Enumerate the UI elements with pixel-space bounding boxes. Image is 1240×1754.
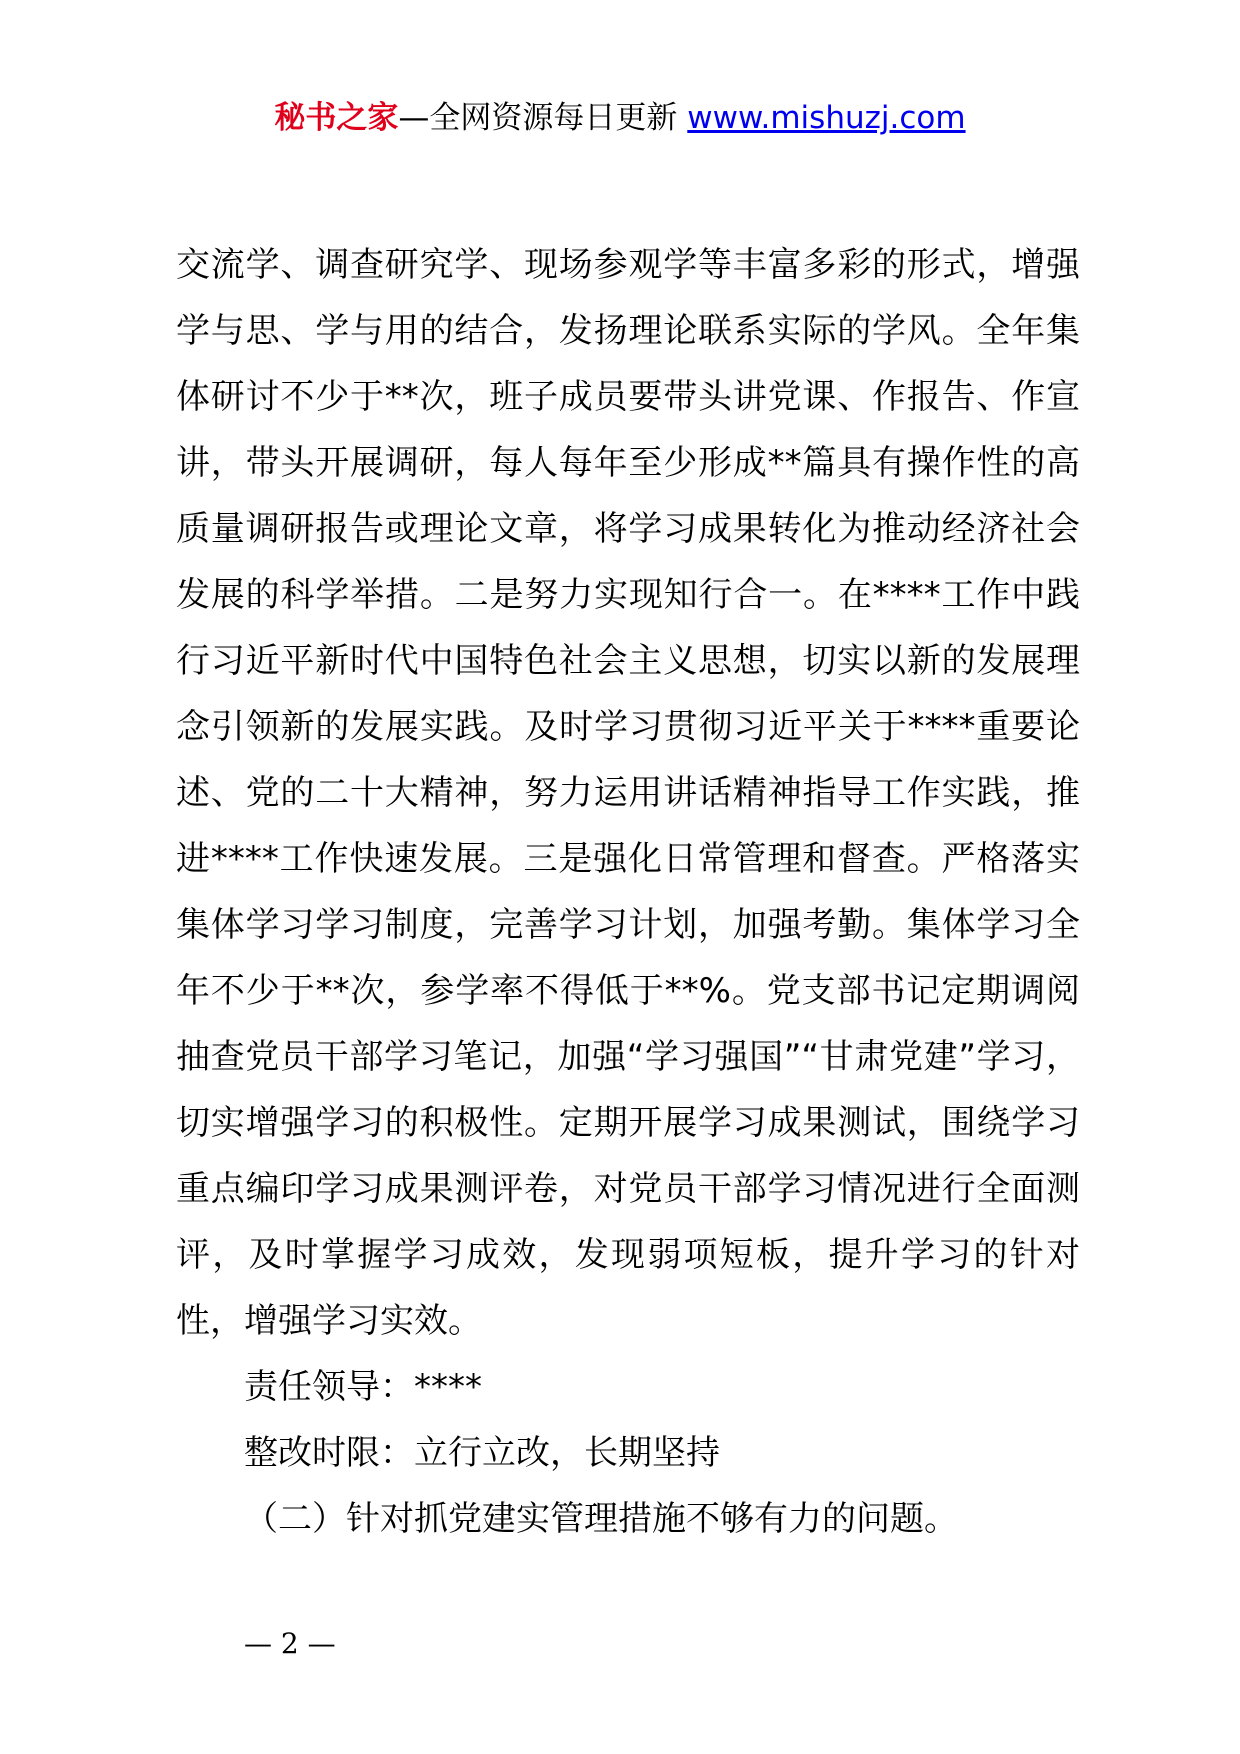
site-header [0, 98, 1240, 138]
section-heading: （二）针对抓党建实管理措施不够有力的问题。 [244, 1499, 958, 1539]
page-number: — 2 — [244, 1627, 336, 1660]
site-url-link[interactable]: www.mishuzj.com [687, 100, 966, 136]
document-body [176, 232, 1080, 1552]
main-paragraph: 交流学、调查研究学、现场参观学等丰富多彩的形式，增强学与思、学与用的结合，发扬理论联系实际的学风。全年集体研讨不少于**次，班子成员要带头讲党课、作报告、作宣讲，带头开展调研，每人每年至少形成**篇具有操作性的高质量调研报告或理论文章，将学习成果转化为推动经济社会发展的科学举措。二是努力实现知行合一。在****工作中践行习近平新时代中国特色社会主义思想，切实以新的发展理念引领新的发展实践。及时学习贯彻习近平关于****重要论述、党的二十大精神，努力运用讲话精神指导工作实践，推进****工作快速发展。三是强化日常管理和督查。严格落实集体学习学习制度，完善学习计划，加强考勤。集体学习全年不少于**次，参学率不得低于**%。党支部书记定期调阅抽查党员干部学习笔记，加强“学习强国”“甘肃党建”学习，切实增强学习的积极性。定期开展学习成果测试，围绕学习重点编印学习成果测评卷，对党员干部学习情况进行全面测评，及时掌握学习成效，发现弱项短板，提升学习的针对性，增强学习实效。 [176, 245, 1080, 1341]
rectification-deadline: 整改时限：立行立改，长期坚持 [244, 1433, 720, 1473]
header-tagline: —全网资源每日更新 [398, 100, 678, 136]
responsible-leader: 责任领导：**** [244, 1367, 482, 1407]
brand-name: 秘书之家 [274, 100, 399, 136]
